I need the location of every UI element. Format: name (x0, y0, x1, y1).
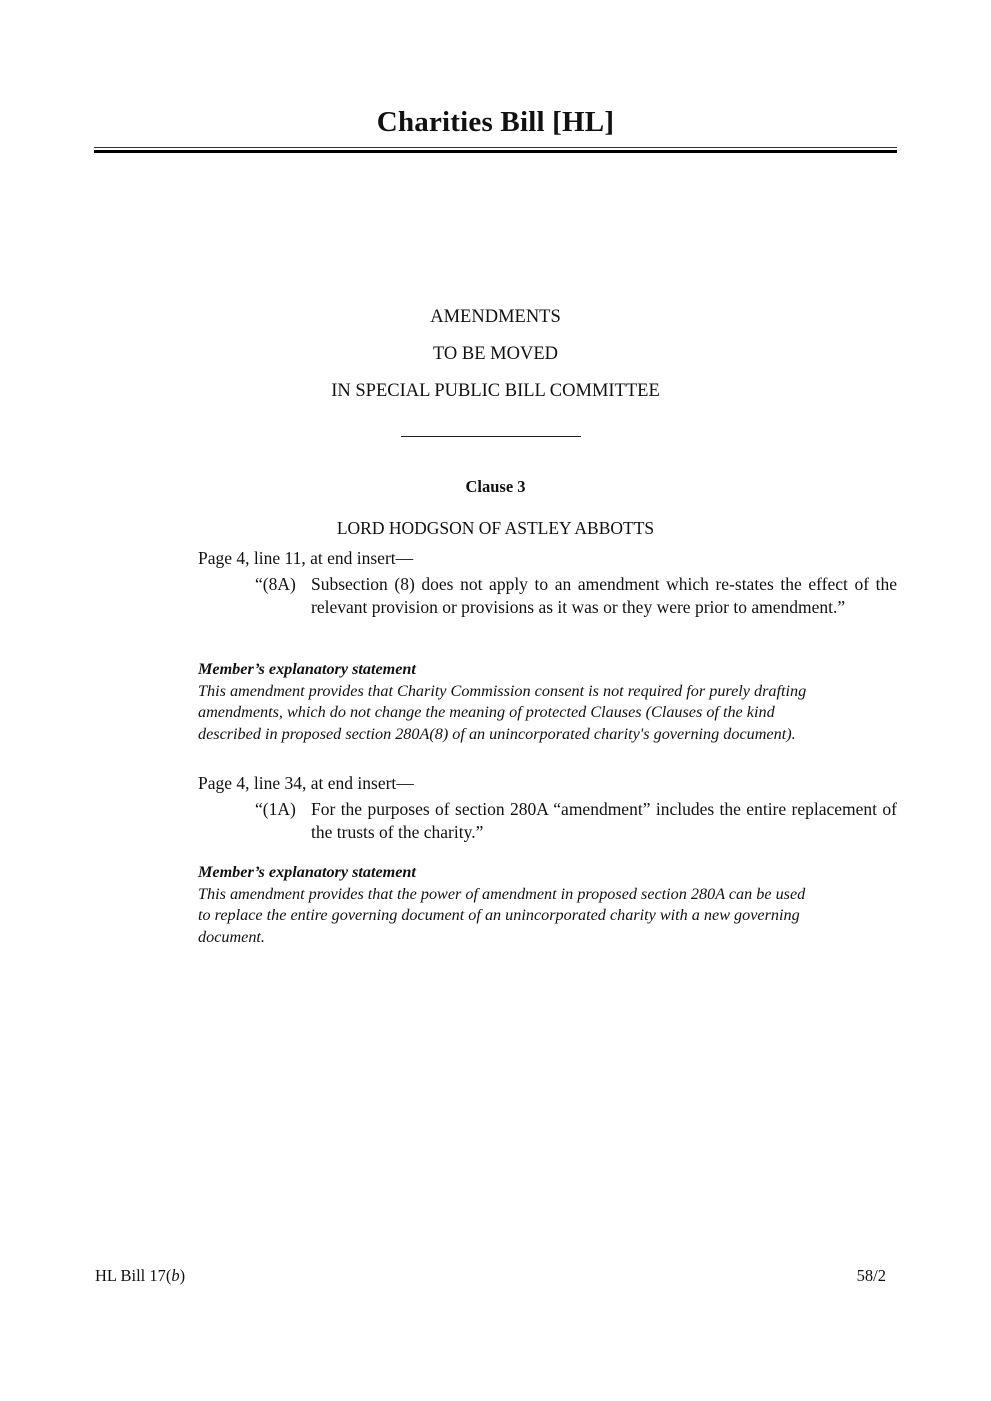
amendment-1-explanatory-statement (198, 659, 898, 745)
amendment-2-instruction: Page 4, line 34, at end insert— (198, 773, 414, 793)
amendment-1-body (255, 573, 897, 618)
heading-line-3: IN SPECIAL PUBLIC BILL COMMITTEE (331, 381, 660, 401)
page-reference: 58/2 (856, 1266, 886, 1285)
heading-line-1: AMENDMENTS (430, 307, 561, 327)
amendment-1-instruction: Page 4, line 11, at end insert— (198, 548, 414, 568)
statement-line: document. (198, 927, 265, 946)
amendment-2-body (255, 798, 897, 843)
amendment-1-number: “(8A) (255, 574, 296, 594)
amendment-2-text: For the purposes of section 280A “amendment” includes the entire replacement of the trusts of the charity.” (311, 799, 897, 842)
title-rule-thin (94, 147, 897, 148)
statement-line: This amendment provides that the power of amendment in proposed section 280A can be used (198, 884, 806, 903)
statement-line: to replace the entire governing document of an unincorporated charity with a new governing (198, 906, 800, 924)
amendment-2-explanatory-statement (198, 862, 898, 948)
statement-title: Member’s explanatory statement (198, 660, 416, 678)
bill-ref-suffix: ) (179, 1266, 186, 1285)
bill-ref-letter: b (171, 1266, 180, 1285)
statement-title: Member’s explanatory statement (198, 863, 416, 881)
clause-heading: Clause 3 (465, 477, 526, 496)
bill-title: Charities Bill [HL] (376, 106, 615, 138)
title-rule-thick (94, 150, 897, 153)
bill-ref-prefix: HL Bill 17( (95, 1266, 172, 1285)
amendment-2-number: “(1A) (255, 799, 296, 819)
statement-line: amendments, which do not change the meaning of protected Clauses (Clauses of the kind (198, 703, 775, 721)
statement-line: described in proposed section 280A(8) of an unincorporated charity's governing document). (198, 724, 796, 743)
statement-line: This amendment provides that Charity Commission consent is not required for purely drafting (198, 681, 807, 700)
section-divider (401, 436, 581, 437)
amendment-1-text: Subsection (8) does not apply to an amendment which re-states the effect of the relevant provision or provisions as it was or they were prior to amendment.” (311, 574, 897, 617)
member-name: LORD HODGSON OF ASTLEY ABBOTTS (336, 518, 655, 538)
bill-reference (95, 1266, 185, 1286)
heading-line-2: TO BE MOVED (432, 344, 559, 364)
